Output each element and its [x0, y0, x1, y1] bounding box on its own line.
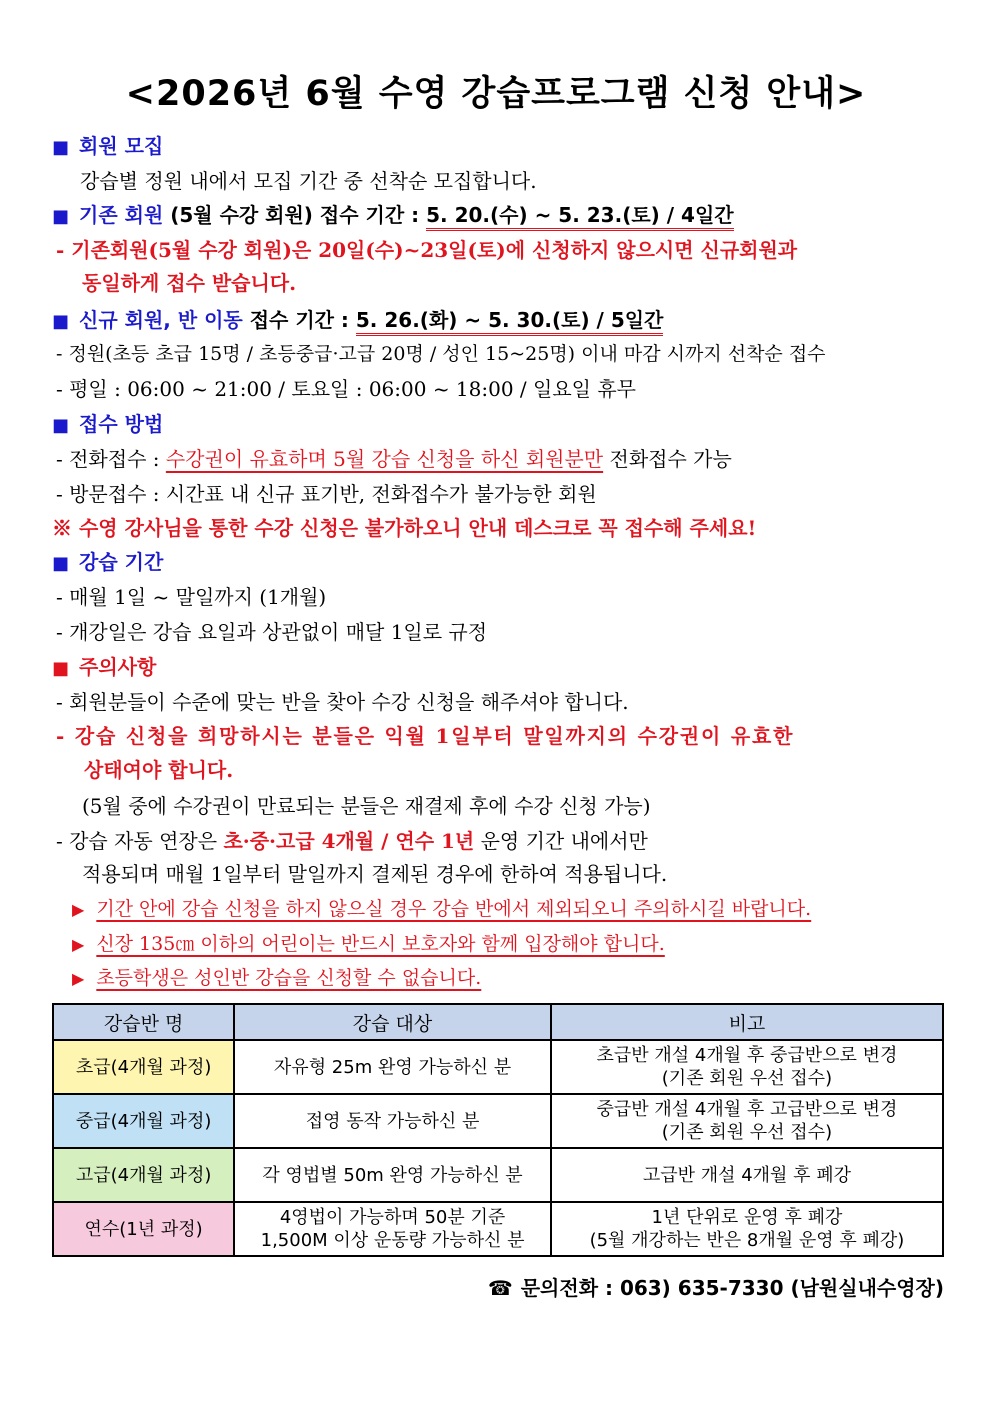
section-period-heading: ■ 강습 기간 [52, 550, 164, 574]
section-new-heading: ■ 신규 회원, 반 이동 접수 기간 : 5. 26.(화) ~ 5. 30.(토) / 5일간 [52, 304, 663, 333]
table-header: 강습반 명 [53, 1004, 234, 1040]
table-header-row [53, 1004, 943, 1040]
note-cell: 초급반 개설 4개월 후 중급반으로 변경 (기존 회원 우선 접수) [551, 1040, 943, 1094]
existing-period: 5. 20.(수) ~ 5. 23.(토) / 4일간 [426, 203, 734, 231]
method-visit: - 방문접수 : 시간표 내 신규 표기반, 전화접수가 불가능한 회원 [56, 482, 597, 506]
table-row [53, 1148, 943, 1202]
class-name-cell: 연수(1년 과정) [53, 1202, 234, 1256]
section-method-heading: ■ 접수 방법 [52, 412, 164, 436]
triangle-bullet-icon: ▶ [72, 935, 85, 954]
target-cell: 자유형 25m 완영 가능하신 분 [234, 1040, 551, 1094]
new-line2: - 평일 : 06:00 ~ 21:00 / 토요일 : 06:00 ~ 18:00 / 일요일 휴무 [56, 377, 636, 401]
square-bullet-icon: ■ [52, 137, 70, 158]
contact-footer [488, 1272, 944, 1301]
square-bullet-icon: ■ [52, 311, 70, 332]
section-existing-heading: ■ 기존 회원 (5월 수강 회원) 접수 기간 : 5. 20.(수) ~ 5. 23.(토) / 4일간 [52, 199, 734, 228]
target-cell: 접영 동작 가능하신 분 [234, 1094, 551, 1148]
class-name-cell: 고급(4개월 과정) [53, 1148, 234, 1202]
triangle-bullet-icon: ▶ [72, 969, 85, 988]
table-header: 강습 대상 [234, 1004, 551, 1040]
caution-bullet: ▶ 초등학생은 성인반 강습을 신청할 수 없습니다. [72, 967, 482, 989]
phone-icon: ☎ [487, 1276, 513, 1300]
period-line2: - 개강일은 강습 요일과 상관없이 매달 1일로 규정 [56, 620, 488, 644]
caution-line2b: 상태여야 합니다. [84, 758, 234, 782]
triangle-bullet-icon: ▶ [72, 900, 85, 919]
caution-line3: (5월 중에 수강권이 만료되는 분들은 재결제 후에 수강 신청 가능) [82, 794, 651, 818]
note-cell: 1년 단위로 운영 후 폐강 (5월 개강하는 반은 8개월 운영 후 폐강) [551, 1202, 943, 1256]
method-phone: - 전화접수 : 수강권이 유효하며 5월 강습 신청을 하신 회원분만 전화접수 가능 [56, 447, 732, 471]
class-name-cell: 초급(4개월 과정) [53, 1040, 234, 1094]
square-bullet-icon: ■ [52, 415, 70, 436]
existing-note-line2: 동일하게 접수 받습니다. [82, 271, 297, 295]
caution-line1: - 회원분들이 수준에 맞는 반을 찾아 수강 신청을 해주셔야 합니다. [56, 690, 629, 714]
period-line1: - 매월 1일 ~ 말일까지 (1개월) [56, 585, 327, 609]
new-period: 5. 26.(화) ~ 5. 30.(토) / 5일간 [356, 308, 664, 336]
table-row [53, 1094, 943, 1148]
caution-bullet: ▶ 기간 안에 강습 신청을 하지 않으실 경우 강습 반에서 제외되오니 주의하시길 바랍니다. [72, 898, 812, 920]
target-cell: 각 영법별 50m 완영 가능하신 분 [234, 1148, 551, 1202]
class-name-cell: 중급(4개월 과정) [53, 1094, 234, 1148]
square-bullet-icon: ■ [52, 553, 70, 574]
note-cell: 중급반 개설 4개월 후 고급반으로 변경 (기존 회원 우선 접수) [551, 1094, 943, 1148]
contact-text: 문의전화 : 063) 635-7330 (남원실내수영장) [520, 1276, 944, 1300]
method-warning: ※ 수영 강사님을 통한 수강 신청은 불가하오니 안내 데스크로 꼭 접수해 주세요! [52, 516, 757, 540]
section-recruit-heading: ■ 회원 모집 [52, 134, 164, 158]
section-caution-heading: ■ 주의사항 [52, 655, 157, 679]
caution-line2a: - 강습 신청을 희망하시는 분들은 익월 1일부터 말일까지의 수강권이 유효한 [56, 724, 795, 748]
square-bullet-icon: ■ [52, 206, 70, 227]
caution-line4: - 강습 자동 연장은 초·중·고급 4개월 / 연수 1년 운영 기간 내에서만 [56, 829, 648, 853]
table-header: 비고 [551, 1004, 943, 1040]
target-cell: 4영법이 가능하며 50분 기준 1,500M 이상 운동량 가능하신 분 [234, 1202, 551, 1256]
table-row [53, 1040, 943, 1094]
existing-note-line1: - 기존회원(5월 수강 회원)은 20일(수)~23일(토)에 신청하지 않으시면 신규회원과 [56, 238, 798, 262]
caution-line5: 적용되며 매월 1일부터 말일까지 결제된 경우에 한하여 적용됩니다. [82, 862, 668, 886]
square-bullet-icon: ■ [52, 658, 70, 679]
caution-bullet: ▶ 신장 135㎝ 이하의 어린이는 반드시 보호자와 함께 입장해야 합니다. [72, 933, 665, 955]
class-table [52, 1003, 944, 1257]
table-row [53, 1202, 943, 1256]
note-cell: 고급반 개설 4개월 후 폐강 [551, 1148, 943, 1202]
new-line1: - 정원(초등 초급 15명 / 초등중급·고급 20명 / 성인 15~25명) 이내 마감 시까지 선착순 접수 [56, 343, 826, 365]
page-title: <2026년 6월 수영 강습프로그램 신청 안내> [125, 74, 867, 114]
recruit-body: 강습별 정원 내에서 모집 기간 중 선착순 모집합니다. [80, 169, 537, 193]
